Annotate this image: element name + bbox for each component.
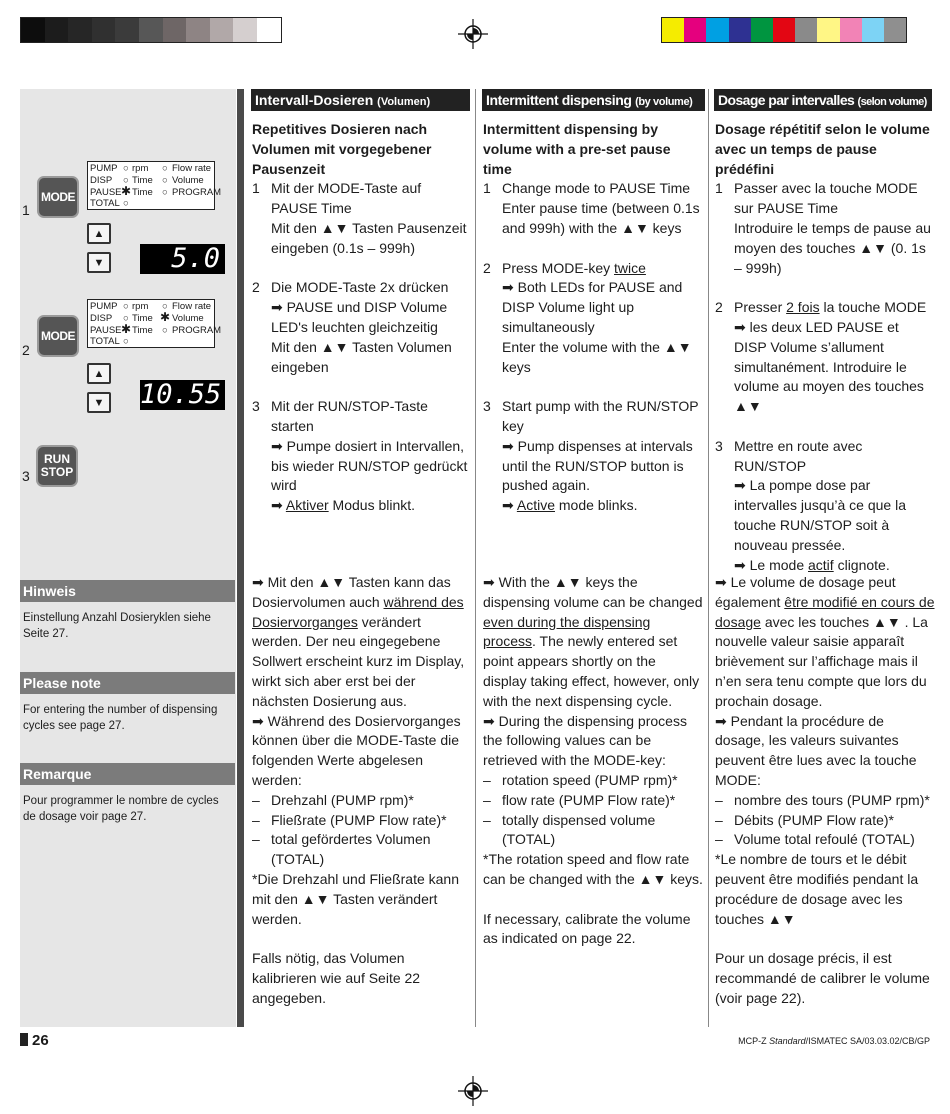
step-text: Le mode xyxy=(745,556,808,573)
heading-subtext: (by volume) xyxy=(635,96,693,108)
list-item: – Débits (PUMP Flow rate)* xyxy=(715,811,935,831)
step-text: Die MODE-Taste 2x drücken xyxy=(271,279,449,296)
list-item: – flow rate (PUMP Flow rate)* xyxy=(483,791,703,811)
note-text-de: Einstellung Anzahl Dosieryklen siehe Seite 27. xyxy=(23,612,211,640)
led-off-icon: ○ xyxy=(162,325,168,336)
paragraph-text: ➡ Le volume de dosage peut également xyxy=(715,574,896,610)
step-text: mode blinks. xyxy=(554,497,638,514)
step-text: ➡ Both LEDs for PAUSE and DISP Volume light up simultaneously xyxy=(502,279,683,335)
step-text: Change mode to PAUSE Time xyxy=(502,180,691,197)
indicator-label: PROGRAM xyxy=(172,325,222,336)
step-item xyxy=(252,278,470,377)
step-item xyxy=(483,259,703,378)
step-item xyxy=(715,179,935,278)
list-text: totally dispensed volume (TOTAL) xyxy=(502,811,656,848)
led-on-icon: ✱ xyxy=(121,322,132,336)
registration-mark-icon xyxy=(458,19,488,49)
indicator-label: rpm xyxy=(132,163,149,174)
step-text: ➡ La pompe dose par intervalles jusqu’à ce que la touche RUN/STOP soit à nouveau pressée. xyxy=(734,477,906,553)
gray-swatch xyxy=(257,18,281,42)
indicator-label: Flow rate xyxy=(172,163,212,174)
step-text: 2 fois xyxy=(786,299,820,316)
paragraph-text: even during the dispensing process xyxy=(483,613,651,650)
color-swatch xyxy=(884,18,906,42)
list-text: Débits (PUMP Flow rate)* xyxy=(734,811,895,828)
heading-subtext: (selon volume) xyxy=(857,96,927,108)
list-item: – Drehzahl (PUMP rpm)* xyxy=(252,791,472,811)
gray-swatch xyxy=(163,18,187,42)
indicator-label: PAUSE xyxy=(90,187,122,198)
indicator-label: Volume xyxy=(172,175,204,186)
color-swatch xyxy=(729,18,751,42)
reference-text: Standard xyxy=(769,1036,806,1046)
subtitle: Dosage répétitif selon le volume avec un temps de pause prédéfini xyxy=(715,121,930,177)
run-label: RUN xyxy=(44,452,70,466)
column-divider xyxy=(708,89,709,1027)
heading-text: Intervall-Dosieren xyxy=(255,92,374,108)
step-text: Mit den ▲▼ Tasten Volumen eingeben xyxy=(271,338,452,375)
paragraph-text: Pour un dosage précis, il est recommandé de calibrer le volume (voir page 22). xyxy=(715,950,930,1006)
color-swatch xyxy=(840,18,862,42)
step-number: 3 xyxy=(252,398,260,415)
heading-text: Dosage par intervalles xyxy=(718,92,855,108)
led-on-icon: ✱ xyxy=(160,310,171,324)
indicator-panel xyxy=(87,299,222,348)
note-text-fr: Pour programmer le nombre de cycles de dosage voir page 27. xyxy=(23,795,219,823)
step-text: Start pump with the RUN/STOP key xyxy=(502,398,699,434)
list-item: – nombre des tours (PUMP rpm)* xyxy=(715,791,935,811)
reference-text: /ISMATEC SA/03.03.02/CB/GP xyxy=(805,1036,930,1046)
step-text: Presser xyxy=(734,299,787,316)
step-text: Passer avec la touche MODE sur PAUSE Time xyxy=(734,180,918,217)
mode-button: MODE xyxy=(37,176,79,218)
column-en-steps xyxy=(483,120,703,516)
gray-swatch xyxy=(233,18,257,42)
step-number: 3 xyxy=(483,398,491,415)
column-divider xyxy=(475,89,476,1027)
indicator-label: Time xyxy=(132,325,153,336)
page-number xyxy=(20,1032,49,1049)
column-en-notes xyxy=(483,573,703,949)
step-number: 2 xyxy=(252,279,260,296)
step-text: Enter the volume with the ▲▼ keys xyxy=(502,338,692,375)
color-swatch xyxy=(862,18,884,42)
led-off-icon: ○ xyxy=(162,175,168,186)
heading-subtext: (Volumen) xyxy=(377,96,431,108)
gray-swatch xyxy=(139,18,163,42)
led-off-icon: ○ xyxy=(123,198,129,209)
indicator-label: Flow rate xyxy=(172,301,212,312)
note-heading-fr: Remarque xyxy=(20,763,235,785)
led-off-icon: ○ xyxy=(123,313,129,324)
paragraph-text: être modifié en cours de dosage xyxy=(715,593,935,630)
paragraph-text: ➡ Während des Dosiervorganges können über die MODE-Taste die folgenden Werte abgelesen werden: xyxy=(252,712,461,788)
step-item xyxy=(252,179,470,258)
paragraph-text: If necessary, calibrate the volume as indicated on page 22. xyxy=(483,910,691,947)
step-text: Mit den ▲▼ Tasten Pausenzeit eingeben (0.1s – 999h) xyxy=(271,219,467,256)
indicator-label: PUMP xyxy=(90,163,118,174)
paragraph-text: ➡ During the dispensing process the following values can be retrieved with the MODE-key: xyxy=(483,712,687,769)
arrow-up-icon: ▲ xyxy=(87,223,111,244)
paragraph-text: ➡ With the ▲▼ keys the dispensing volume can be changed xyxy=(483,574,703,610)
step-number: 1 xyxy=(22,202,30,218)
note-text-en: For entering the number of dispensing cycles see page 27. xyxy=(23,704,218,732)
step-number: 2 xyxy=(22,342,30,358)
paragraph-text: verändert werden. Der neu eingegebene Sollwert erscheint kurz im Display, wirkt sich aber erst bei der nächsten Dosierung aus. xyxy=(252,613,465,709)
subtitle: Repetitives Dosieren nach Volumen mit vorgegebener Pausenzeit xyxy=(252,121,432,177)
step-text: ➡ Pump dispenses at intervals until the RUN/STOP button is pushed again. xyxy=(502,437,693,494)
lcd-display: 10.55 xyxy=(140,380,225,410)
color-swatch xyxy=(817,18,839,42)
color-swatch xyxy=(773,18,795,42)
registration-mark-icon xyxy=(458,1076,488,1106)
step-text: ➡ les deux LED PAUSE et DISP Volume s’allument simultanément. Introduire le volume au moyen des touches ▲▼ xyxy=(734,318,924,415)
paragraph-text: avec les touches ▲▼ . La nouvelle valeur saisie apparaît brièvement sur l’affichage mais il n’en sera tenu compte que lors du prochain dosage. xyxy=(715,613,928,709)
note-heading-en: Please note xyxy=(20,672,235,694)
column-de-steps xyxy=(252,120,470,516)
color-swatch xyxy=(706,18,728,42)
column-heading-fr xyxy=(714,89,932,111)
list-item: – Volume total refoulé (TOTAL) xyxy=(715,830,935,850)
paragraph-text: während des Dosiervorganges xyxy=(252,593,464,630)
indicator-label: TOTAL xyxy=(90,336,120,347)
arrow-icon: ➡ xyxy=(271,497,283,514)
list-text: nombre des tours (PUMP rpm)* xyxy=(734,791,930,808)
step-number: 1 xyxy=(252,180,260,197)
indicator-label: rpm xyxy=(132,301,149,312)
step-text: la touche MODE xyxy=(819,299,927,316)
indicator-label: TOTAL xyxy=(90,198,120,209)
paragraph-text: Falls nötig, das Volumen kalibrieren wie auf Seite 22 angegeben. xyxy=(252,950,421,1006)
step-number: 1 xyxy=(483,180,491,197)
step-number: 2 xyxy=(715,299,723,316)
indicator-label: Volume xyxy=(172,313,204,324)
document-reference xyxy=(738,1036,930,1046)
indicator-label: DISP xyxy=(90,313,113,324)
column-fr-notes xyxy=(715,573,935,1009)
step-text: twice xyxy=(614,259,646,276)
list-item: – total gefördertes Volumen (TOTAL) xyxy=(252,830,472,870)
color-swatch xyxy=(684,18,706,42)
mode-button: MODE xyxy=(37,315,79,357)
step-item xyxy=(252,397,470,516)
gray-swatch xyxy=(21,18,45,42)
list-item: – Fließrate (PUMP Flow rate)* xyxy=(252,811,472,831)
color-bar xyxy=(661,17,907,43)
led-off-icon: ○ xyxy=(123,163,129,174)
step-text: Enter pause time (between 0.1s and 999h) with the ▲▼ keys xyxy=(502,200,700,236)
gray-swatch xyxy=(186,18,210,42)
column-fr-steps xyxy=(715,120,935,575)
color-swatch xyxy=(795,18,817,42)
step-text: Mit der MODE-Taste auf PAUSE Time xyxy=(271,180,422,217)
column-de-notes xyxy=(252,573,472,1009)
step-number: 1 xyxy=(715,180,723,197)
stop-label: STOP xyxy=(40,465,74,479)
indicator-label: PROGRAM xyxy=(172,187,222,198)
page-number-text: 26 xyxy=(32,1032,49,1049)
list-text: total gefördertes Volumen (TOTAL) xyxy=(271,831,431,868)
step-item xyxy=(715,437,935,576)
note-heading-de: Hinweis xyxy=(20,580,235,602)
led-off-icon: ○ xyxy=(123,336,129,347)
step-number: 3 xyxy=(22,468,30,484)
arrow-down-icon: ▼ xyxy=(87,252,111,273)
indicator-label: DISP xyxy=(90,175,113,186)
gray-swatch xyxy=(45,18,69,42)
led-off-icon: ○ xyxy=(162,187,168,198)
indicator-label: Time xyxy=(132,313,153,324)
indicator-label: Time xyxy=(132,187,153,198)
led-off-icon: ○ xyxy=(162,301,168,312)
paragraph-text: ➡ Mit den ▲▼ Tasten kann das Dosiervolumen auch xyxy=(252,574,451,610)
led-on-icon: ✱ xyxy=(121,184,132,198)
step-text: Mit der RUN/STOP-Taste starten xyxy=(271,398,428,434)
reference-text: MCP-Z xyxy=(738,1036,770,1046)
left-panel xyxy=(20,89,236,1027)
step-text: Active xyxy=(516,497,555,514)
panel-divider xyxy=(237,89,244,1027)
arrow-down-icon: ▼ xyxy=(87,392,111,413)
gray-swatch xyxy=(92,18,116,42)
indicator-panel xyxy=(87,161,222,210)
step-text: Aktiver xyxy=(285,497,329,514)
color-swatch xyxy=(751,18,773,42)
color-swatch xyxy=(662,18,684,42)
indicator-label: PAUSE xyxy=(90,325,122,336)
step-text: Modus blinkt. xyxy=(328,497,416,514)
heading-text: Intermittent dispensing xyxy=(486,92,632,108)
step-number: 2 xyxy=(483,259,491,276)
lcd-display: 5.0 xyxy=(140,244,225,274)
step-text: ➡ PAUSE und DISP Volume LED's leuchten gleichzeitig xyxy=(271,299,448,335)
list-text: Drehzahl (PUMP rpm)* xyxy=(271,791,414,808)
paragraph-text: ➡ Pendant la procédure de dosage, les valeurs suivantes peuvent être lues avec la touche MODE: xyxy=(715,712,917,788)
column-heading-en xyxy=(482,89,705,111)
list-text: flow rate (PUMP Flow rate)* xyxy=(502,791,676,808)
step-text: ➡ Pumpe dosiert in Intervallen, bis wieder RUN/STOP gedrückt wird xyxy=(271,437,468,494)
step-text: Press MODE-key xyxy=(502,259,615,276)
subtitle: Intermittent dispensing by volume with a pre-set pause time xyxy=(483,121,671,177)
step-text: Mettre en route avec RUN/STOP xyxy=(734,437,863,474)
step-text: actif xyxy=(808,556,834,573)
paragraph-text: *Die Drehzahl und Fließrate kann mit den ▲▼ Tasten verändert werden. xyxy=(252,870,459,927)
step-text: clignote. xyxy=(833,556,890,573)
led-off-icon: ○ xyxy=(123,175,129,186)
indicator-label: PUMP xyxy=(90,301,118,312)
gray-swatch xyxy=(210,18,234,42)
indicator-label: Time xyxy=(132,175,153,186)
step-number: 3 xyxy=(715,437,723,454)
step-item xyxy=(715,298,935,417)
list-text: Fließrate (PUMP Flow rate)* xyxy=(271,811,447,828)
gray-swatch xyxy=(68,18,92,42)
led-off-icon: ○ xyxy=(123,301,129,312)
column-heading-de xyxy=(251,89,470,111)
step-item xyxy=(483,397,703,516)
list-item: – rotation speed (PUMP rpm)* xyxy=(483,771,703,791)
list-text: Volume total refoulé (TOTAL) xyxy=(734,831,915,848)
grayscale-bar xyxy=(20,17,282,43)
step-text: Introduire le temps de pause au moyen des touches ▲▼ (0. 1s – 999h) xyxy=(734,219,931,276)
step-item xyxy=(483,179,703,238)
gray-swatch xyxy=(115,18,139,42)
run-stop-button xyxy=(36,445,78,487)
arrow-icon: ➡ xyxy=(734,556,746,573)
paragraph-text: . The newly entered set point appears shortly on the display taking effect, however, only with the next dispensing cycle. xyxy=(483,633,700,709)
paragraph-text: *The rotation speed and flow rate can be changed with the ▲▼ keys. xyxy=(483,851,703,887)
arrow-icon: ➡ xyxy=(502,497,514,514)
led-off-icon: ○ xyxy=(162,163,168,174)
list-item: – totally dispensed volume (TOTAL) xyxy=(483,811,703,851)
paragraph-text: *Le nombre de tours et le débit peuvent être modifiés pendant la procédure de dosage avec les touches ▲▼ xyxy=(715,851,919,927)
list-text: rotation speed (PUMP rpm)* xyxy=(502,771,678,788)
arrow-up-icon: ▲ xyxy=(87,363,111,384)
